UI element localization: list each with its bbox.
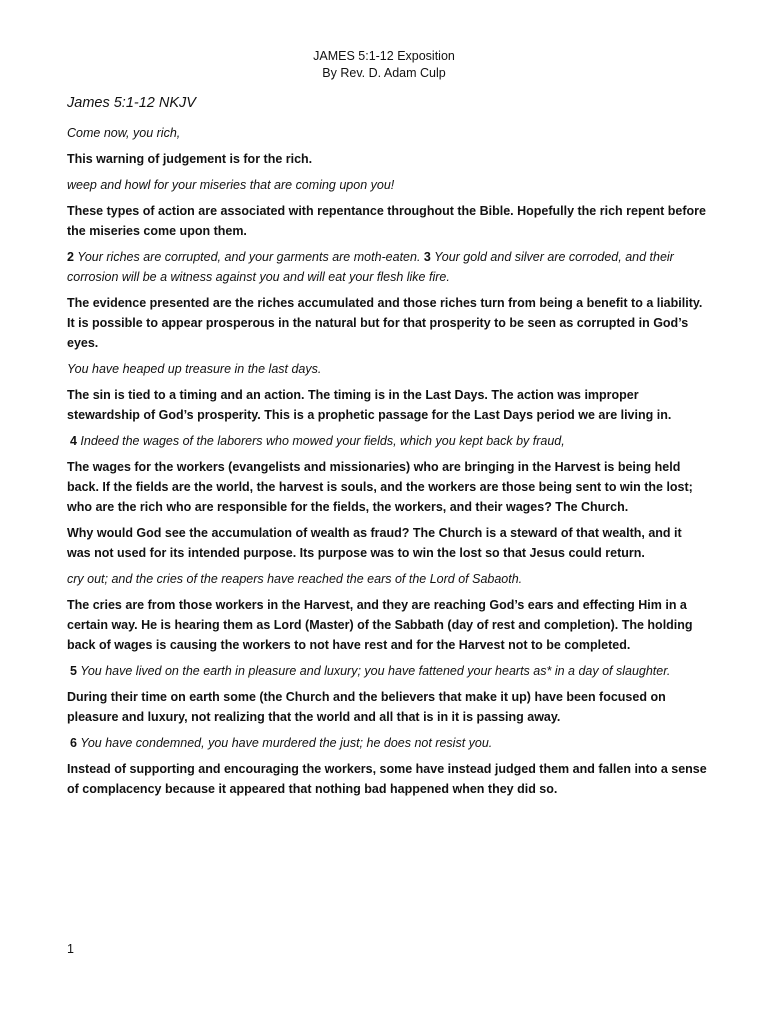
commentary-3: The evidence presented are the riches accumulated and those riches turn from being a benefit to a liability. It is possible to appear prosperous in the natural but for that prosperity to be seen as corrupted in God’s eyes.: [67, 296, 703, 350]
verse-5: [67, 661, 707, 681]
verse-number-2: 2: [67, 250, 74, 264]
verse-3-text: Your gold and silver are corroded, and their corrosion will be a witness against you and will eat your flesh like fire.: [67, 250, 674, 284]
verse-number-4: 4: [70, 434, 77, 448]
page-number: 1: [67, 942, 74, 956]
verse-5-text: You have lived on the earth in pleasure and luxury; you have fattened your hearts as* in a day of slaughter.: [76, 664, 671, 678]
verse-6-text: You have condemned, you have murdered the just; he does not resist you.: [76, 736, 493, 750]
commentary-4: The sin is tied to a timing and an action. The timing is in the Last Days. The action was improper stewardship of God’s prosperity. This is a prophetic passage for the Last Days period we are living in.: [67, 388, 672, 422]
verse-number-3: 3: [423, 250, 431, 264]
passage-heading: James 5:1-12 NKJV: [67, 95, 196, 111]
verse-4: [67, 431, 707, 451]
commentary-2: These types of action are associated with repentance throughout the Bible. Hopefully the rich repent before the miseries come upon them.: [67, 204, 707, 238]
document-header: [0, 48, 768, 82]
verse-4-text: Indeed the wages of the laborers who mowed your fields, which you kept back by fraud,: [76, 434, 565, 448]
verse-1b: weep and howl for your miseries that are coming upon you!: [67, 178, 395, 192]
verse-number-5: 5: [70, 664, 77, 678]
verse-3b: You have heaped up treasure in the last days.: [67, 362, 322, 376]
commentary-8: During their time on earth some (the Church and the believers that make it up) have been focused on pleasure and luxury, not realizing that the world and all that is in it is passing away.: [67, 690, 666, 724]
commentary-1: This warning of judgement is for the rich.: [67, 152, 313, 166]
verse-6: [67, 733, 707, 753]
document-author: By Rev. D. Adam Culp: [322, 66, 446, 80]
commentary-5: The wages for the workers (evangelists and missionaries) who are bringing in the Harvest is being held back. If the fields are the world, the harvest is souls, and the workers are those being sent to win the lost; who are the rich who are responsible for the fields, the workers, and their wages? The Church.: [67, 460, 693, 514]
document-title: JAMES 5:1-12 Exposition: [313, 49, 455, 63]
verse-number-6: 6: [70, 736, 77, 750]
commentary-9: Instead of supporting and encouraging the workers, some have instead judged them and fallen into a sense of complacency because it appeared that nothing bad happened when they did so.: [67, 762, 707, 796]
document-body: [67, 94, 707, 805]
commentary-6: Why would God see the accumulation of wealth as fraud? The Church is a steward of that wealth, and it was not used for its intended purpose. Its purpose was to win the lost so that Jesus could return.: [67, 526, 682, 560]
verse-1a: Come now, you rich,: [67, 126, 181, 140]
verse-2-3: [67, 247, 707, 287]
verse-4b: cry out; and the cries of the reapers have reached the ears of the Lord of Sabaoth.: [67, 572, 523, 586]
commentary-7: The cries are from those workers in the Harvest, and they are reaching God’s ears and effecting Him in a certain way. He is hearing them as Lord (Master) of the Sabbath (day of rest and completion). The holding back of wages is causing the workers to not have rest and for the Harvest not to be completed.: [67, 598, 693, 652]
verse-2-text: Your riches are corrupted, and your garments are moth-eaten.: [73, 250, 424, 264]
